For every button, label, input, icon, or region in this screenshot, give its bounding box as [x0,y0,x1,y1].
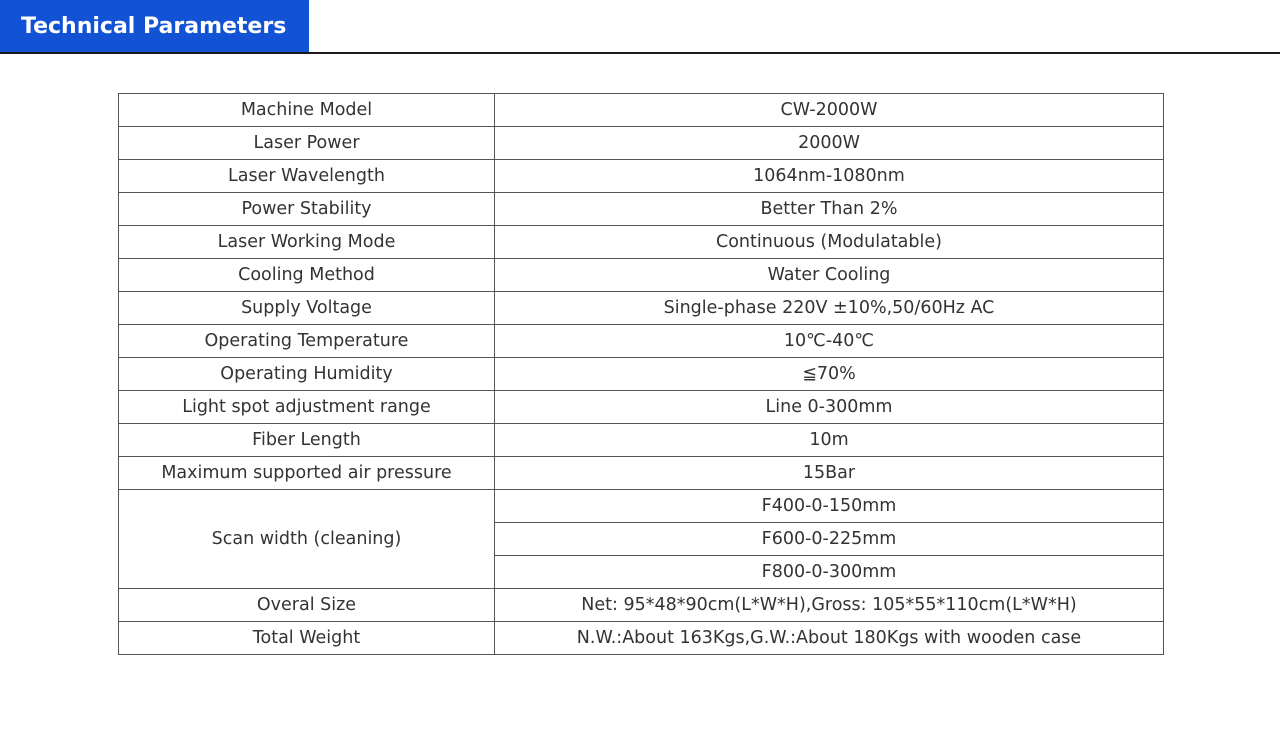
parameter-label: Laser Power [119,127,495,160]
scan-width-value: F600-0-225mm [495,523,1164,556]
parameter-label: Operating Humidity [119,358,495,391]
scan-width-value: F400-0-150mm [495,490,1164,523]
parameter-label: Machine Model [119,94,495,127]
parameter-label: Supply Voltage [119,292,495,325]
header-divider [0,52,1280,54]
parameter-value: 10m [495,424,1164,457]
parameter-value: Single-phase 220V ±10%,50/60Hz AC [495,292,1164,325]
table-row [119,94,1164,127]
table-row [119,589,1164,622]
scan-width-value: F800-0-300mm [495,556,1164,589]
table-row [119,259,1164,292]
table-row [119,127,1164,160]
parameter-value: Net: 95*48*90cm(L*W*H),Gross: 105*55*110cm(L*W*H) [495,589,1164,622]
parameter-label: Light spot adjustment range [119,391,495,424]
technical-parameters-table [118,93,1164,655]
table-row [119,226,1164,259]
parameter-label: Maximum supported air pressure [119,457,495,490]
parameter-value: ≦70% [495,358,1164,391]
parameter-value: N.W.:About 163Kgs,G.W.:About 180Kgs with wooden case [495,622,1164,655]
table-row [119,457,1164,490]
page-title: Technical Parameters [0,0,309,52]
parameter-value: Water Cooling [495,259,1164,292]
parameter-value: 15Bar [495,457,1164,490]
parameter-value: 2000W [495,127,1164,160]
parameter-value: Better Than 2% [495,193,1164,226]
parameter-value: 10℃-40℃ [495,325,1164,358]
parameter-value: 1064nm-1080nm [495,160,1164,193]
table-row [119,490,1164,523]
table-row [119,424,1164,457]
table-row [119,193,1164,226]
parameter-label: Laser Wavelength [119,160,495,193]
table-row [119,358,1164,391]
table-row [119,391,1164,424]
table-row [119,160,1164,193]
table-row [119,325,1164,358]
table-row [119,292,1164,325]
parameter-value: Continuous (Modulatable) [495,226,1164,259]
parameter-value: CW-2000W [495,94,1164,127]
parameter-label: Fiber Length [119,424,495,457]
scan-width-label: Scan width (cleaning) [119,490,495,589]
parameter-label: Total Weight [119,622,495,655]
table-row [119,622,1164,655]
parameter-label: Cooling Method [119,259,495,292]
parameter-label: Power Stability [119,193,495,226]
parameter-label: Overal Size [119,589,495,622]
parameter-value: Line 0-300mm [495,391,1164,424]
parameter-label: Laser Working Mode [119,226,495,259]
parameter-label: Operating Temperature [119,325,495,358]
